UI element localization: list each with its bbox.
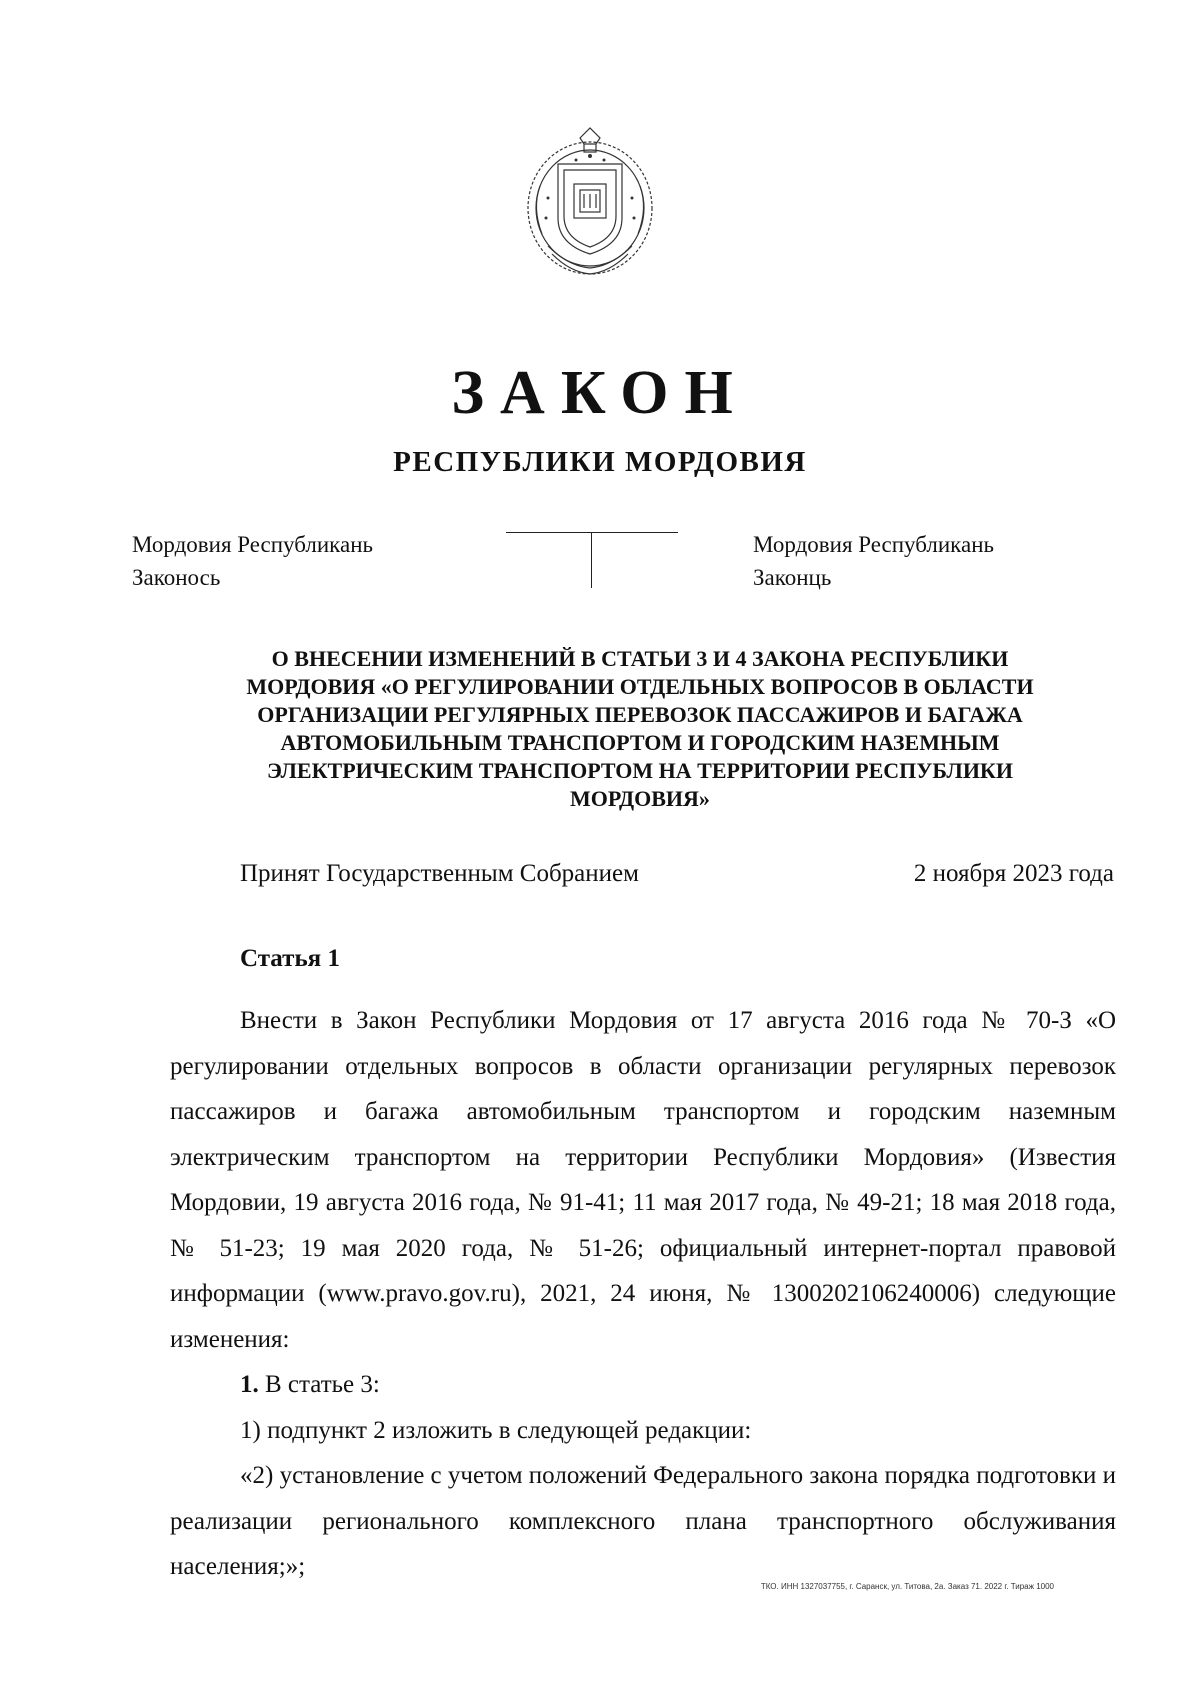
header-right-line-1: Мордовия Республикань — [753, 532, 995, 557]
header-right-block — [753, 528, 994, 594]
quoted-amendment-paragraph: «2) установление с учетом положений Федерального закона порядка подготовки и реализации регионального комплексного плана транспортного обслуживания населения;»; — [170, 1462, 1116, 1580]
article-title: Статья 1 — [240, 945, 340, 972]
accepted-date: 2 ноября 2023 года — [913, 860, 1114, 887]
accepted-by: Принят Государственным Собранием — [240, 860, 639, 887]
law-heading — [180, 645, 1100, 813]
coat-of-arms-of-mordovia-icon — [518, 126, 662, 284]
header-left-block — [132, 528, 373, 594]
registration-line-horizontal — [506, 532, 678, 533]
item-1-number: 1. — [240, 1371, 259, 1398]
printer-imprint: ТКО. ИНН 1327037755, г. Саранск, ул. Титова, 2а. Заказ 71. 2022 г. Тираж 1000 — [760, 1582, 1054, 1591]
law-title: ЗАКОН — [451, 359, 749, 427]
heading-line: АВТОМОБИЛЬНЫМ ТРАНСПОРТОМ И ГОРОДСКИМ НАЗЕМНЫМ — [280, 730, 1000, 755]
article-intro-paragraph: Внести в Закон Республики Мордовия от 17 августа 2016 года № 70-З «О регулировании отдельных вопросов в области организации регулярных перевозок пассажиров и багажа автомобильным транспортом и городским наземным электрическим транспортом на территории Республики Мордовия» (Известия Мордовии, 19 августа 2016 года, № 91-41; 11 мая 2017 года, № 49-21; 18 мая 2018 года, № 51-23; 19 мая 2020 года, № 51-26; официальный интернет-портал правовой информации (www.pravo.gov.ru), 2021, 24 июня, № 1300202106240006) следующие изменения: — [170, 1007, 1116, 1353]
registration-line-vertical — [591, 532, 592, 588]
heading-line: МОРДОВИЯ» — [570, 786, 710, 811]
heading-line: О ВНЕСЕНИИ ИЗМЕНЕНИЙ В СТАТЬИ 3 И 4 ЗАКОНА РЕСПУБЛИКИ — [271, 646, 1009, 671]
law-subtitle: РЕСПУБЛИКИ МОРДОВИЯ — [393, 446, 807, 478]
header-right-line-2: Законць — [753, 565, 832, 590]
heading-line: ЭЛЕКТРИЧЕСКИМ ТРАНСПОРТОМ НА ТЕРРИТОРИИ РЕСПУБЛИКИ — [266, 758, 1013, 783]
heading-line: ОРГАНИЗАЦИИ РЕГУЛЯРНЫХ ПЕРЕВОЗОК ПАССАЖИРОВ И БАГАЖА — [257, 702, 1023, 727]
subitem-1-paragraph: 1) подпункт 2 изложить в следующей редакции: — [240, 1416, 752, 1444]
item-1-text: В статье 3: — [258, 1371, 380, 1398]
item-1-paragraph — [170, 1362, 1116, 1408]
header-left-line-2: Законось — [132, 565, 221, 590]
heading-line: МОРДОВИЯ «О РЕГУЛИРОВАНИИ ОТДЕЛЬНЫХ ВОПРОСОВ В ОБЛАСТИ — [246, 674, 1034, 699]
header-left-line-1: Мордовия Республикань — [132, 532, 374, 557]
article-body — [170, 998, 1116, 1590]
